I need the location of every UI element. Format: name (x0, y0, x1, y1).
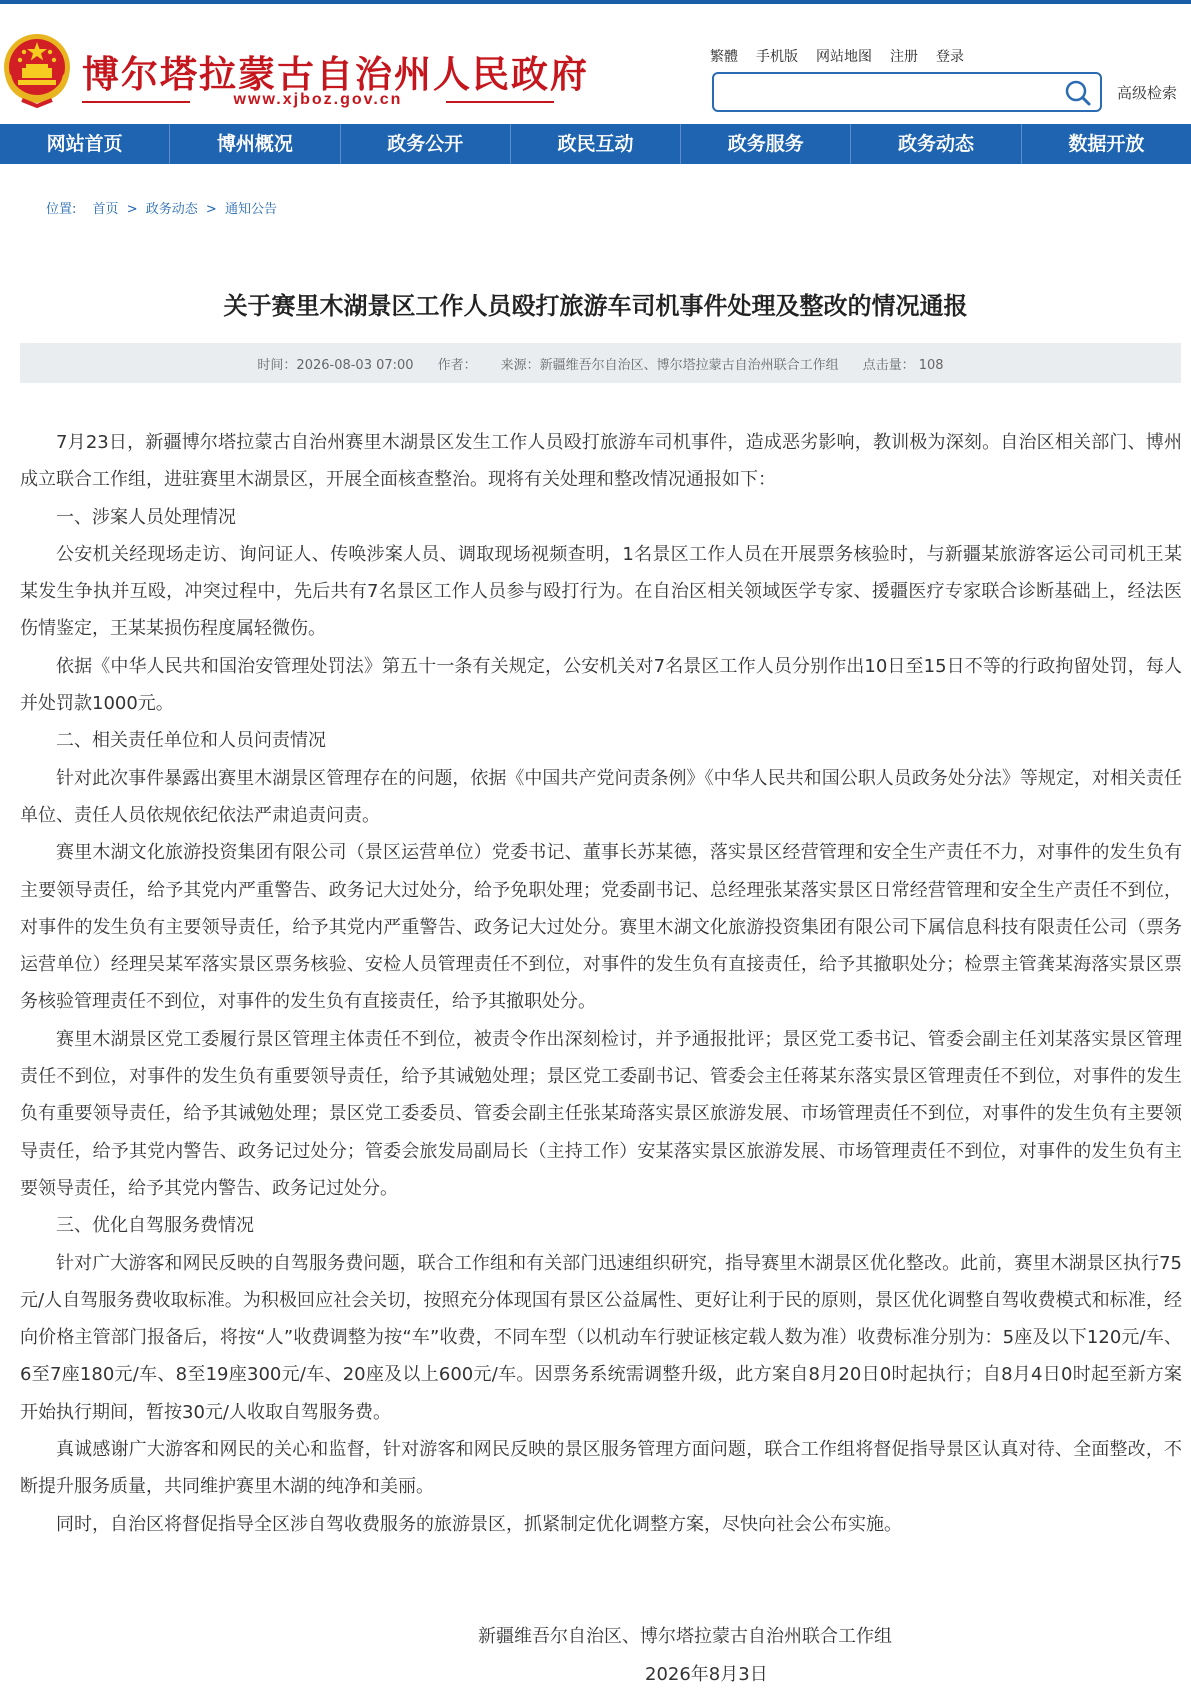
breadcrumb-notices[interactable]: 通知公告 (224, 202, 277, 217)
search-input[interactable] (724, 80, 1054, 104)
section-heading: 三、优化自驾服务费情况 (56, 1215, 254, 1237)
paragraph: 同时，自治区将督促指导全区涉自驾收费服务的旅游景区，抓紧制定优化调整方案，尽快向社会公布实施。 (56, 1513, 902, 1535)
section-heading: 一、涉案人员处理情况 (56, 506, 236, 528)
search-icon[interactable] (1064, 79, 1092, 107)
paragraph: 赛里木湖文化旅游投资集团有限公司（景区运营单位）党委书记、董事长苏某德，落实景区经营管理和安全生产责任不力，对事件的发生负有主要领导责任，给予其党内严重警告、政务记大过处分，给予免职处理；党委副书记、总经理张某落实景区日常经营管理和安全生产责任不到位，对事件的发生负有主要领导责任，给予其党内严重警告、政务记大过处分。赛里木湖文化旅游投资集团有限公司下属信息科技有限责任公司（票务运营单位）经理吴某军落实景区票务核验、安检人员管理责任不到位，对事件的发生负有直接责任，给予其撤职处分；检票主管龚某海落实景区票务核验管理责任不到位，对事件的发生负有直接责任，给予其撤职处分。 (20, 842, 1182, 1013)
nav-gov-services[interactable]: 政务服务 (681, 124, 851, 164)
nav-gov-news[interactable]: 政务动态 (851, 124, 1021, 164)
nav-home[interactable]: 网站首页 (0, 124, 170, 164)
author: 作者： (437, 357, 477, 373)
site-url: www.xjboz.gov.cn (233, 91, 403, 108)
site-title[interactable]: 博尔塔拉蒙古自治州人民政府 (82, 52, 589, 96)
advanced-search-link[interactable]: 高级检索 (1117, 84, 1178, 102)
article-body (20, 424, 1182, 1543)
signature-organization: 新疆维吾尔自治区、博尔塔拉蒙古自治州联合工作组 (478, 1626, 892, 1647)
article-meta-bar (20, 343, 1181, 383)
breadcrumb-label: 位置: (46, 202, 77, 217)
paragraph: 7月23日，新疆博尔塔拉蒙古自治州赛里木湖景区发生工作人员殴打旅游车司机事件，造成恶劣影响，教训极为深刻。自治区相关部门、博州成立联合工作组，进驻赛里木湖景区，开展全面核查整治。现将有关处理和整改情况通报如下： (20, 432, 1182, 491)
site-url-row (82, 90, 554, 112)
main-nav (0, 124, 1191, 164)
traditional-chinese-link[interactable]: 繁體 (710, 49, 738, 65)
nav-overview[interactable]: 博州概况 (170, 124, 340, 164)
section-heading: 二、相关责任单位和人员问责情况 (56, 730, 326, 752)
article-title: 关于赛里木湖景区工作人员殴打旅游车司机事件处理及整改的情况通报 (223, 292, 968, 320)
breadcrumb (46, 198, 277, 217)
breadcrumb-gov-news[interactable]: 政务动态 (145, 202, 198, 217)
site-header (0, 4, 1191, 124)
top-links (710, 46, 964, 66)
register-link[interactable]: 注册 (890, 49, 918, 65)
nav-open-data[interactable]: 数据开放 (1068, 133, 1145, 155)
nav-gov-affairs-open[interactable]: 政务公开 (341, 124, 511, 164)
login-link[interactable]: 登录 (936, 49, 964, 65)
breadcrumb-home[interactable]: 首页 (92, 202, 119, 217)
publish-time: 时间：2026-08-03 07:00 (257, 357, 414, 373)
paragraph: 针对此次事件暴露出赛里木湖景区管理存在的问题，依据《中国共产党问责条例》《中华人民共和国公职人员政务处分法》等规定，对相关责任单位、责任人员依规依纪依法严肃追责问责。 (20, 767, 1182, 826)
paragraph: 公安机关经现场走访、询问证人、传唤涉案人员、调取现场视频查明，1名景区工作人员在开展票务核验时，与新疆某旅游客运公司司机王某某发生争执并互殴，冲突过程中，先后共有7名景区工作人员参与殴打行为。在自治区相关领域医学专家、援疆医疗专家联合诊断基础上，经法医伤情鉴定，王某某损伤程度属轻微伤。 (20, 543, 1182, 640)
search-box (712, 72, 1102, 112)
national-emblem-icon (2, 30, 72, 108)
paragraph: 赛里木湖景区党工委履行景区管理主体责任不到位，被责令作出深刻检讨，并予通报批评；景区党工委书记、管委会副主任刘某落实景区管理责任不到位，对事件的发生负有重要领导责任，给予其诫勉处理；景区党工委副书记、管委会主任蒋某东落实景区管理责任不到位，对事件的发生负有重要领导责任，给予其诫勉处理；景区党工委委员、管委会副主任张某琦落实景区旅游发展、市场管理责任不到位，对事件的发生负有主要领导责任，给予其党内警告、政务记过处分；管委会旅发局副局长（主持工作）安某落实景区旅游发展、市场管理责任不到位，对事件的发生负有主要领导责任，给予其党内警告、政务记过处分。 (20, 1028, 1182, 1199)
mobile-version-link[interactable]: 手机版 (756, 49, 798, 65)
nav-interaction[interactable]: 政民互动 (511, 124, 681, 164)
paragraph: 针对广大游客和网民反映的自驾服务费问题，联合工作组和有关部门迅速组织研究，指导赛里木湖景区优化整改。此前，赛里木湖景区执行75元/人自驾服务费收取标准。为积极回应社会关切，按照充分体现国有景区公益属性、更好让利于民的原则，景区优化调整自驾收费模式和标准，经向价格主管部门报备后，将按“人”收费调整为按“车”收费，不同车型（以机动车行驶证核定载人数为准）收费标准分别为：5座及以下120元/车、6至7座180元/车、8至19座300元/车、20座及以上600元/车。因票务系统需调整升级，此方案自8月20日0时起执行；自8月4日0时起至新方案开始执行期间，暂按30元/人收取自驾服务费。 (20, 1252, 1182, 1423)
view-count: 点击量： 108 (862, 357, 944, 373)
url-divider-right (446, 101, 554, 103)
source: 来源：新疆维吾尔自治区、博尔塔拉蒙古自治州联合工作组 (500, 357, 839, 373)
paragraph: 真诚感谢广大游客和网民的关心和监督，针对游客和网民反映的景区服务管理方面问题，联合工作组将督促指导景区认真对待、全面整改，不断提升服务质量，共同维护赛里木湖的纯净和美丽。 (20, 1439, 1182, 1498)
paragraph: 依据《中华人民共和国治安管理处罚法》第五十一条有关规定，公安机关对7名景区工作人员分别作出10日至15日不等的行政拘留处罚，每人并处罚款1000元。 (20, 655, 1182, 715)
breadcrumb-separator: > (205, 202, 217, 217)
breadcrumb-separator: > (126, 202, 138, 217)
signature-date: 2026年8月3日 (645, 1664, 768, 1685)
site-map-link[interactable]: 网站地图 (816, 49, 872, 65)
